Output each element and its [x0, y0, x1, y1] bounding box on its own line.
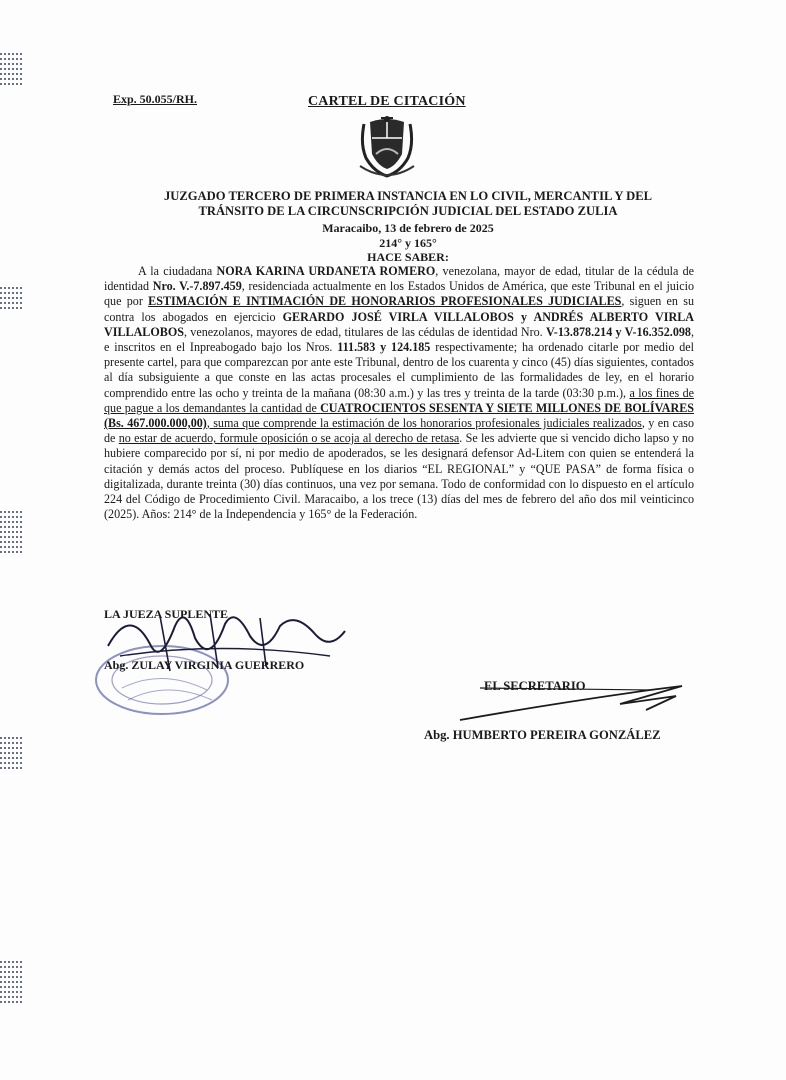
- place-date: Maracaibo, 13 de febrero de 2025: [322, 221, 494, 235]
- body-text-17: , y en caso de: [104, 416, 694, 446]
- scan-edge-marks-bottom: [0, 958, 28, 1006]
- citation-body: [104, 264, 694, 522]
- secretario-name: Abg. HUMBERTO PEREIRA GONZÁLEZ: [424, 728, 661, 742]
- jueza-title: LA JUEZA SUPLENTE: [104, 607, 229, 621]
- defendant-name: NORA KARINA URDANETA ROMERO: [216, 264, 436, 278]
- body-text-1: A la ciudadana: [138, 264, 217, 278]
- defendant-id: Nro. V.-7.897.459: [152, 279, 242, 294]
- secretario-title: EL SECRETARIO: [484, 679, 586, 693]
- inpreabogado-numbers: 111.583 y 124.185: [337, 340, 431, 355]
- years: 214° y 165°: [379, 236, 437, 250]
- plaintiff-ids: V-13.878.214 y V-16.352.098: [545, 324, 691, 339]
- amount-description: , suma que comprende la estimación de los honorarios profesionales judiciales realizados: [206, 416, 642, 431]
- body-text-11: , e inscritos en el Inpreabogado bajo los Nros.: [104, 324, 694, 355]
- body-text-3: , venezolana, mayor de edad, titular de la cédula de identidad: [104, 264, 695, 294]
- scan-edge-marks-lower: [0, 734, 28, 772]
- court-name: [108, 189, 708, 219]
- scan-edge-marks-top: [0, 50, 28, 88]
- court-name-line1: JUZGADO TERCERO DE PRIMERA INSTANCIA EN LO CIVIL, MERCANTIL Y DEL: [163, 189, 653, 203]
- court-name-line2: TRÁNSITO DE LA CIRCUNSCRIPCIÓN JUDICIAL DEL ESTADO ZULIA: [198, 204, 618, 218]
- body-text-7: , siguen en su contra los abogados en ejercicio: [104, 294, 694, 324]
- claimed-amount: CUATROCIENTOS SESENTA Y SIETE MILLONES DE BOLÍVARES (Bs. 467.000.000,00): [104, 400, 695, 431]
- document-title: CARTEL DE CITACIÓN: [308, 94, 466, 109]
- claim-type: ESTIMACIÓN E INTIMACIÓN DE HONORARIOS PROFESIONALES JUDICIALES: [148, 294, 622, 309]
- expediente-number: Exp. 50.055/RH.: [113, 92, 198, 106]
- payment-clause: a los fines de que pague a los demandantes la cantidad de: [104, 385, 694, 415]
- plaintiff-names: GERARDO JOSÉ VIRLA VILLALOBOS y ANDRÉS ALBERTO VIRLA VILLALOBOS: [104, 309, 694, 339]
- coat-of-arms-icon: [356, 114, 418, 180]
- body-text-13: respectivamente; ha ordenado citarle por medio del presente cartel, para que comparezcan por ante este Tribunal, dentro de los cuarenta y cinco (45) días siguientes, contados al día subsiguiente a que conste en las actas procesales el cumplimiento de las formalidades de ley, en el horario comprendido entre las ocho y treinta de la mañana (08:30 a.m.) y las tres y treinta de la tarde (03:30 p.m.),: [104, 340, 695, 400]
- scan-edge-marks-middle: [0, 508, 28, 556]
- body-text-5: , residenciada actualmente en los Estados Unidos de América, que este Tribunal en el juicio que por: [104, 279, 694, 309]
- body-text-9: , venezolanos, mayores de edad, titulares de las cédulas de identidad Nro.: [183, 324, 546, 339]
- scan-edge-marks-upper: [0, 284, 28, 312]
- opposition-clause: no estar de acuerdo, formule oposición o se acoja al derecho de retasa: [118, 431, 460, 446]
- body-text-19: . Se les advierte que si vencido dicho lapso y no hubiere comparecido por sí, ni por medio de apoderados, se les designará defensor Ad-Litem con quien se entenderá la citación y demás actos del proceso. Publíquese en los diarios “EL REGIONAL” y “QUE PASA” de forma física o digitalizada, durante treinta (30) días continuos, una vez por semana. Todo de conformidad con lo dispuesto en el artículo 224 del Código de Procedimiento Civil. Maracaibo, a los trece (13) días del mes de febrero del año dos mil veinticinco (2025). Años: 214° de la Independencia y 165° de la Federación.: [104, 431, 694, 522]
- jueza-name: Abg. ZULAY VIRGINIA GUERRERO: [104, 658, 305, 672]
- hace-saber: HACE SABER:: [367, 250, 449, 264]
